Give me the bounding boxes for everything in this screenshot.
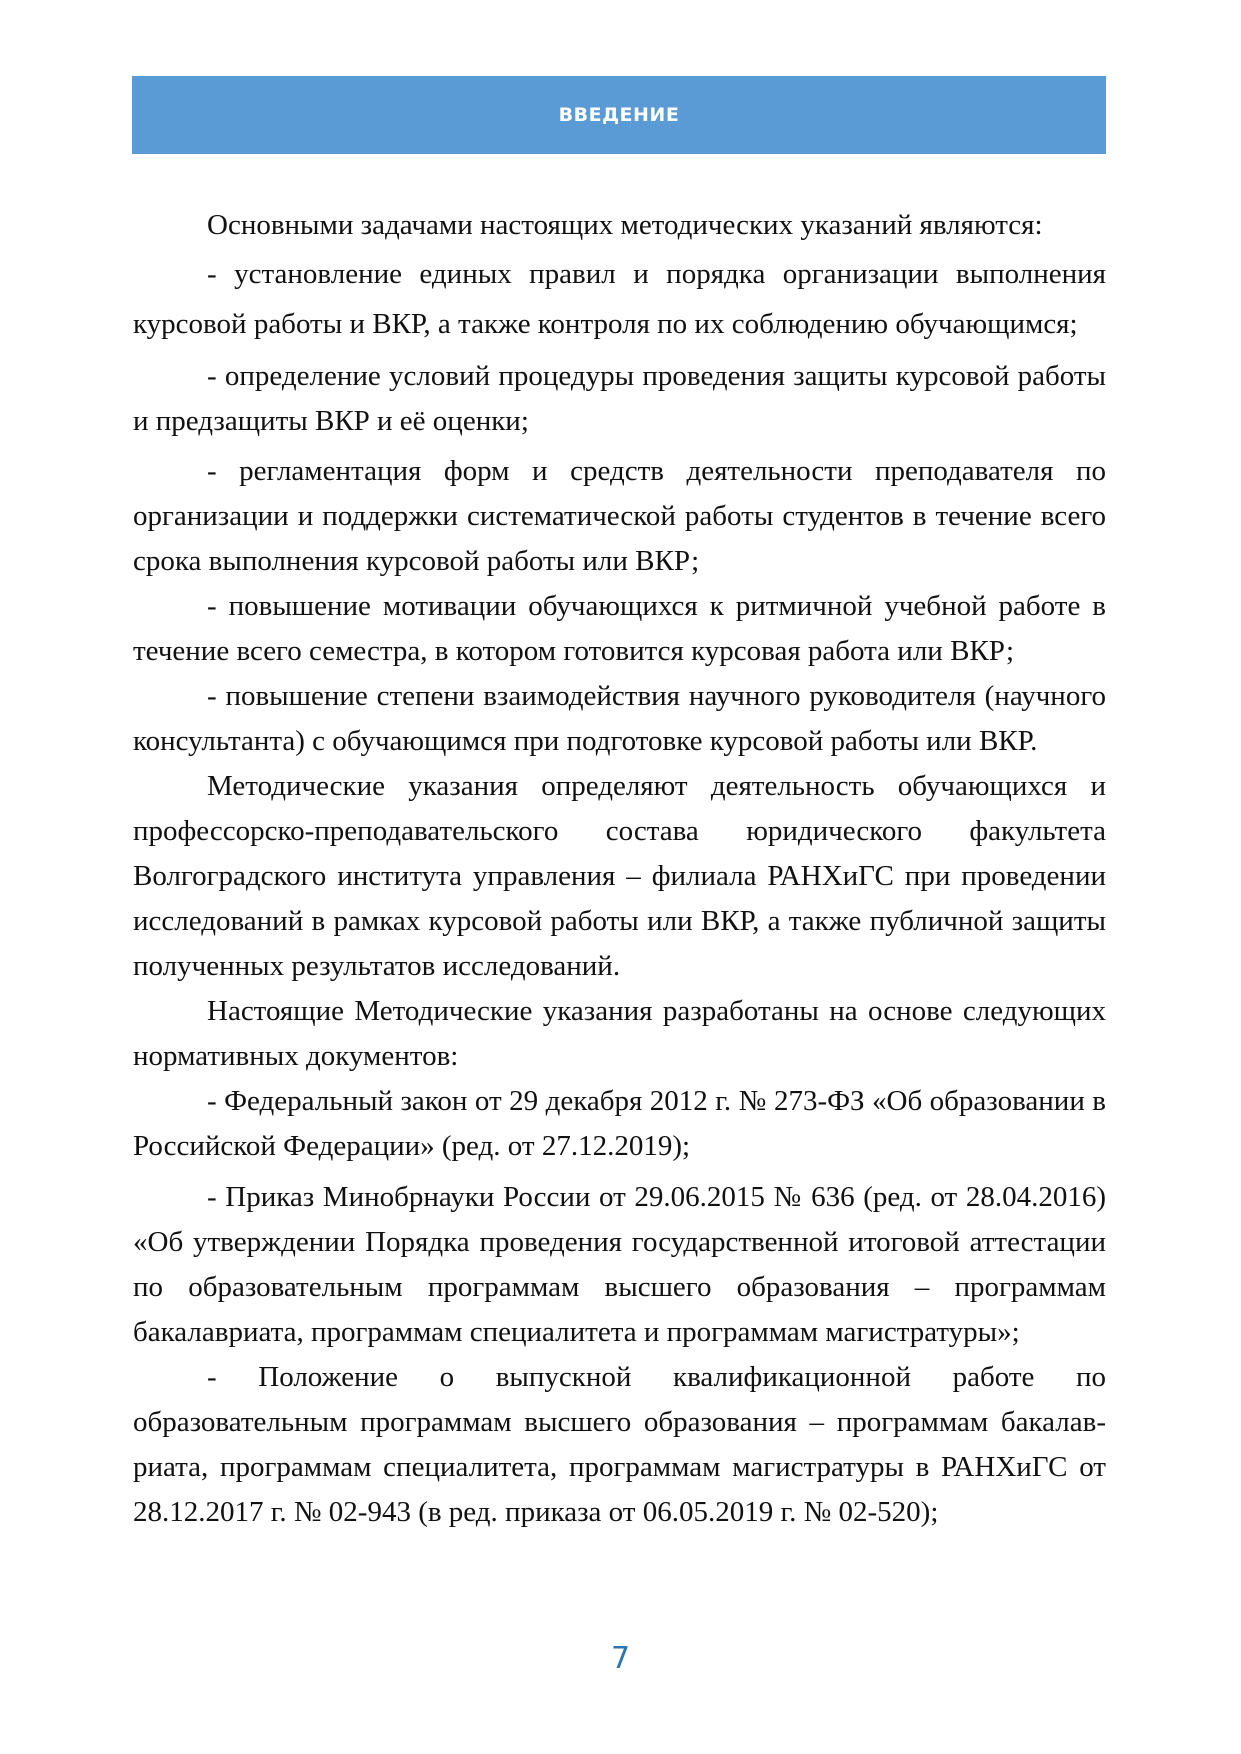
document-body: [133, 202, 1106, 1535]
paragraph-task-rules: - установление единых правил и порядка организации выполнения курсовой работы и ВКР, а также контроля по их соблюдению обучающимся;: [133, 258, 1106, 340]
section-title: ВВЕДЕНИЕ: [558, 104, 680, 126]
paragraph-order-ministry: - Приказ Минобрнауки России от 29.06.2015 № 636 (ред. от 28.04.2016) «Об утверждении Порядка проведения государственной итоговой аттестации по образовательным программам высшего образования – программам бакалавриата, программам специалитета и программам магистратуры»;: [133, 1181, 1106, 1348]
page-number: 7: [610, 1641, 631, 1676]
paragraph-basis: Настоящие Методические указания разработаны на основе следующих нормативных документов:: [133, 995, 1106, 1072]
paragraph-regulation-vkr: - Положение о выпускной квалификационной работе по образовательным программам высшего образования – программам бакалав-риата, программам специалитета, программам магистратуры в РАНХиГС от 28.12.2017 г. № 02-943 (в ред. приказа от 06.05.2019 г. № 02-520);: [133, 1361, 1106, 1528]
paragraph-task-defense: - определение условий процедуры проведения защиты курсовой работы и предзащиты ВКР и её оценки;: [133, 360, 1106, 437]
section-header-band: [132, 76, 1106, 154]
paragraph-task-motivation: - повышение мотивации обучающихся к ритмичной учебной работе в течение всего семестра, в котором готовится курсовая работа или ВКР;: [133, 590, 1106, 667]
paragraph-scope: Методические указания определяют деятельность обучающихся и профессорско-преподавательского состава юридического факультета Волгоградского института управления – филиала РАНХиГС при проведении исследований в рамках курсовой работы или ВКР, а также публичной защиты полученных результатов исследований.: [133, 770, 1106, 982]
paragraph-law-education: - Федеральный закон от 29 декабря 2012 г. № 273-ФЗ «Об образовании в Российской Федерации» (ред. от 27.12.2019);: [133, 1085, 1106, 1162]
paragraph-task-interaction: - повышение степени взаимодействия научного руководителя (научного консультанта) с обучающимся при подготовке курсовой работы или ВКР.: [133, 680, 1106, 757]
paragraph-intro: Основными задачами настоящих методических указаний являются:: [207, 209, 1043, 241]
paragraph-task-regulation: - регламентация форм и средств деятельности преподавателя по организации и поддержки систематической работы студентов в течение всего срока выполнения курсовой работы или ВКР;: [133, 455, 1106, 577]
